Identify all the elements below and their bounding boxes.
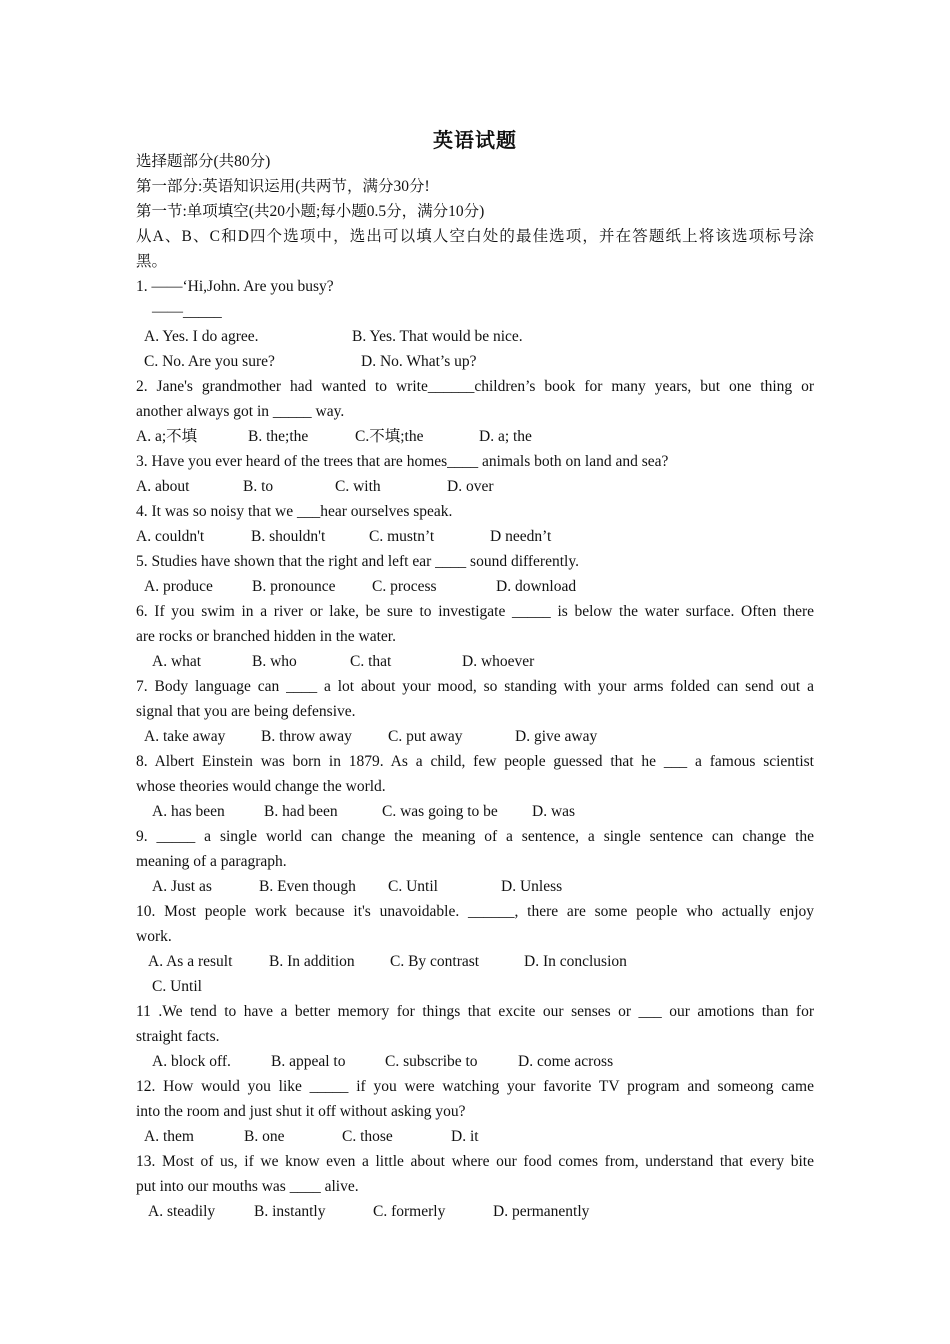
option-a: A. couldn't (136, 528, 205, 545)
option-a: A. produce (144, 578, 213, 595)
option-d: D. was (532, 803, 576, 820)
option-d: D. Unless (501, 878, 563, 895)
option-c: C. By contrast (390, 953, 480, 970)
option-d: D. come across (518, 1053, 614, 1070)
option-d: D. permanently (493, 1203, 590, 1220)
option-c: C. with (335, 478, 381, 495)
question-text: work. (136, 928, 172, 945)
option-b: B. Yes. That would be nice. (352, 328, 523, 345)
option-a: A. about (136, 478, 190, 495)
question (136, 674, 814, 749)
option-d: D. it (451, 1128, 479, 1145)
option-b: B. one (244, 1128, 285, 1145)
question-text: 9. _____ a single world can change the meaning of a sentence, a single sentence can change the (136, 828, 814, 845)
option-c: C. process (372, 578, 437, 595)
option-row (136, 1199, 814, 1224)
question (136, 749, 814, 824)
option-a: A. Yes. I do agree. (144, 328, 259, 345)
option-d: D. download (496, 578, 577, 595)
option-d: D. give away (515, 728, 598, 745)
option-a: A. a;不填 (136, 428, 198, 445)
option-a: A. what (152, 653, 202, 670)
option-b: B. Even though (259, 878, 356, 895)
instruction-line-2: 黑。 (136, 253, 168, 270)
question-text: put into our mouths was ____ alive. (136, 1178, 359, 1195)
question-text: 5. Studies have shown that the right and left ear ____ sound differently. (136, 553, 579, 570)
option-c: C. that (350, 653, 392, 670)
option-d: D. No. What’s up? (361, 353, 477, 370)
question-text: into the room and just shut it off without asking you? (136, 1103, 466, 1120)
option-c: C. formerly (373, 1203, 446, 1220)
exam-body (136, 149, 814, 1224)
option-row (136, 724, 814, 749)
option-a: A. As a result (148, 953, 233, 970)
option-c: C. those (342, 1128, 393, 1145)
option-row (136, 799, 814, 824)
question-reply-blank: ——_____ (152, 303, 222, 320)
option-row (136, 1049, 814, 1074)
question-text: 8. Albert Einstein was born in 1879. As a child, few people guessed that he ___ a famous scientist (136, 753, 814, 770)
question-text: 1. ——‘Hi,John. Are you busy? (136, 278, 334, 295)
option-a: A. block off. (152, 1053, 231, 1070)
option-b: B. instantly (254, 1203, 326, 1220)
subsection-heading: 第一节:单项填空(共20小题;每小题0.5分，满分10分) (136, 203, 485, 220)
question (136, 549, 814, 599)
option-c-extra: C. Until (152, 978, 202, 995)
option-row (136, 574, 814, 599)
instruction-line-1: 从A、B、C和D四个选项中，选出可以填人空白处的最佳选项，并在答题纸上将该选项标号涂 (136, 228, 814, 245)
question (136, 1149, 814, 1224)
question (136, 599, 814, 674)
question-text: meaning of a paragraph. (136, 853, 287, 870)
option-c: C. mustn’t (369, 528, 435, 545)
option-b: B. had been (264, 803, 338, 820)
option-a: A. them (144, 1128, 194, 1145)
option-a: A. Just as (152, 878, 212, 895)
question-text: 7. Body language can ____ a lot about your mood, so standing with your arms folded can send out a (136, 678, 814, 695)
question (136, 1074, 814, 1149)
option-c: C. put away (388, 728, 463, 745)
option-row (136, 524, 814, 549)
option-a: A. steadily (148, 1203, 216, 1220)
page-title: 英语试题 (433, 130, 517, 152)
question (136, 374, 814, 449)
option-d: D. In conclusion (524, 953, 627, 970)
question (136, 499, 814, 549)
question-text: 6. If you swim in a river or lake, be sure to investigate _____ is below the water surface. Often there (136, 603, 814, 620)
section-heading: 选择题部分(共80分) (136, 153, 271, 170)
option-d: D. a; the (479, 428, 532, 445)
option-b: B. In addition (269, 953, 355, 970)
option-row (136, 349, 814, 374)
option-b: B. who (252, 653, 297, 670)
question-text: are rocks or branched hidden in the water. (136, 628, 396, 645)
option-c: C. subscribe to (385, 1053, 478, 1070)
option-row (136, 424, 814, 449)
option-row (136, 324, 814, 349)
question-text: signal that you are being defensive. (136, 703, 356, 720)
option-b: B. throw away (261, 728, 352, 745)
option-b: B. to (243, 478, 274, 495)
option-c: C. Until (388, 878, 438, 895)
question-text: whose theories would change the world. (136, 778, 386, 795)
option-d: D. over (447, 478, 494, 495)
option-c: C. No. Are you sure? (144, 353, 275, 370)
option-c: C. was going to be (382, 803, 498, 820)
option-d: D. whoever (462, 653, 535, 670)
part-heading: 第一部分:英语知识运用(共两节，满分30分! (136, 178, 430, 195)
option-a: A. has been (152, 803, 225, 820)
question-text: 2. Jane's grandmother had wanted to write______children’s book for many years, but one thing or (136, 378, 814, 395)
question-text: another always got in _____ way. (136, 403, 345, 420)
option-b: B. pronounce (252, 578, 336, 595)
question-text: straight facts. (136, 1028, 220, 1045)
option-row (136, 649, 814, 674)
option-b: B. appeal to (271, 1053, 346, 1070)
option-row (136, 1124, 814, 1149)
option-row (136, 949, 814, 974)
question-text: 13. Most of us, if we know even a little about where our food comes from, understand that every bite (136, 1153, 814, 1170)
question (136, 274, 814, 374)
option-row (136, 874, 814, 899)
option-b: B. the;the (248, 428, 309, 445)
question (136, 449, 814, 499)
question-text: 12. How would you like _____ if you were watching your favorite TV program and someong came (136, 1078, 814, 1095)
question (136, 999, 814, 1074)
question-text: 10. Most people work because it's unavoidable. ______, there are some people who actually enjoy (136, 903, 814, 920)
option-row (136, 974, 814, 999)
question (136, 899, 814, 999)
question-text: 11 .We tend to have a better memory for things that excite our senses or ___ our amotions than for (136, 1003, 814, 1020)
question (136, 824, 814, 899)
option-a: A. take away (144, 728, 226, 745)
option-b: B. shouldn't (251, 528, 326, 545)
option-c: C.不填;the (355, 428, 424, 445)
question-text: 4. It was so noisy that we ___hear ourselves speak. (136, 503, 453, 520)
option-row (136, 474, 814, 499)
option-d: D needn’t (490, 528, 552, 545)
question-text: 3. Have you ever heard of the trees that are homes____ animals both on land and sea? (136, 453, 669, 470)
